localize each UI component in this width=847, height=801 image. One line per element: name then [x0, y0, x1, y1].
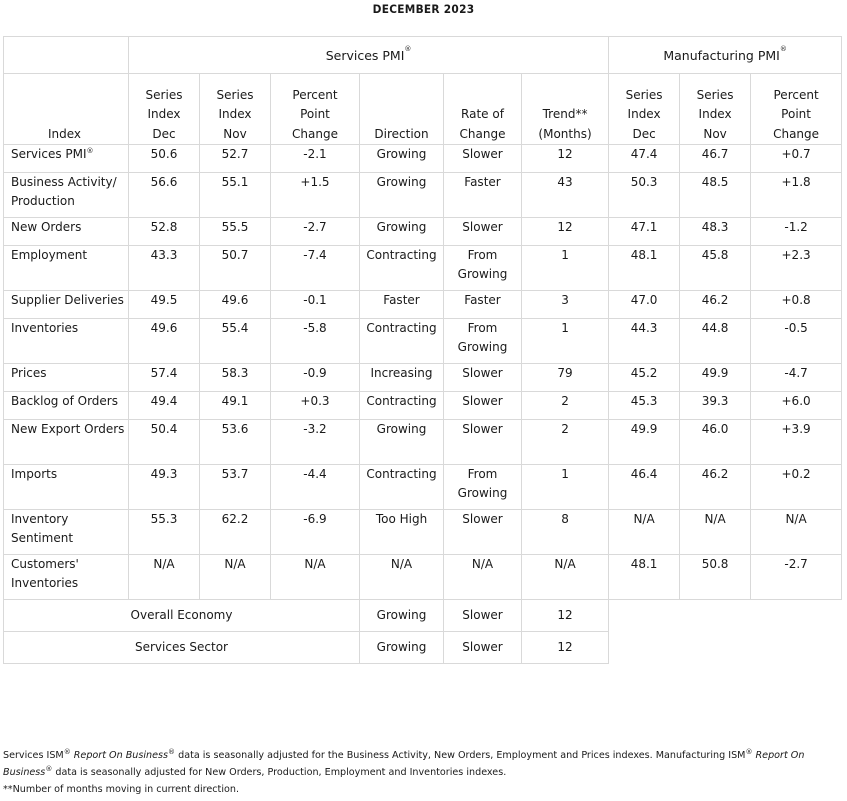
- table-row: [4, 173, 842, 218]
- cell-s-nov: 49.1: [200, 392, 271, 420]
- cell-s-change: -4.4: [271, 465, 360, 510]
- cell-rate: Slower: [444, 420, 522, 465]
- summary-blank: [609, 600, 842, 632]
- summary-direction: Growing: [360, 600, 444, 632]
- row-index-name: Imports: [4, 465, 129, 510]
- cell-direction: Contracting: [360, 246, 444, 291]
- cell-direction: Contracting: [360, 392, 444, 420]
- services-pmi-group-header: Services PMI®: [129, 37, 609, 74]
- cell-rate: Slower: [444, 364, 522, 392]
- cell-m-change: +0.7: [751, 145, 842, 173]
- cell-trend: 79: [522, 364, 609, 392]
- row-index-name: Prices: [4, 364, 129, 392]
- group-header-row: [4, 37, 842, 74]
- cell-m-nov: 45.8: [680, 246, 751, 291]
- table-row: [4, 218, 842, 246]
- cell-s-dec: 50.6: [129, 145, 200, 173]
- cell-m-dec: 47.4: [609, 145, 680, 173]
- cell-m-change: +0.8: [751, 291, 842, 319]
- cell-direction: Faster: [360, 291, 444, 319]
- cell-m-nov: 46.7: [680, 145, 751, 173]
- cell-rate: Slower: [444, 145, 522, 173]
- footnote-trend: **Number of months moving in current direction.: [3, 784, 239, 795]
- cell-s-nov: N/A: [200, 555, 271, 600]
- cell-s-dec: 57.4: [129, 364, 200, 392]
- summary-trend: 12: [522, 632, 609, 664]
- cell-m-change: +0.2: [751, 465, 842, 510]
- cell-rate: Faster: [444, 291, 522, 319]
- cell-s-nov: 49.6: [200, 291, 271, 319]
- col-header-manufacturing-nov: Series Index Nov: [680, 74, 751, 145]
- group-header-empty: [4, 37, 129, 74]
- cell-s-nov: 58.3: [200, 364, 271, 392]
- cell-m-nov: 39.3: [680, 392, 751, 420]
- table-row: [4, 510, 842, 555]
- summary-rate: Slower: [444, 600, 522, 632]
- cell-s-change: -3.2: [271, 420, 360, 465]
- cell-trend: 3: [522, 291, 609, 319]
- cell-m-change: N/A: [751, 510, 842, 555]
- cell-m-dec: 44.3: [609, 319, 680, 364]
- cell-m-dec: 49.9: [609, 420, 680, 465]
- table-row: [4, 319, 842, 364]
- row-index-name: New Export Orders: [4, 420, 129, 465]
- cell-m-dec: 48.1: [609, 246, 680, 291]
- cell-s-nov: 53.6: [200, 420, 271, 465]
- cell-m-nov: 49.9: [680, 364, 751, 392]
- row-index-name: Services PMI®: [4, 145, 129, 173]
- col-header-manufacturing-change: Percent Point Change: [751, 74, 842, 145]
- row-index-name: Supplier Deliveries: [4, 291, 129, 319]
- cell-direction: N/A: [360, 555, 444, 600]
- table-row: [4, 145, 842, 173]
- cell-rate: From Growing: [444, 319, 522, 364]
- cell-m-change: +2.3: [751, 246, 842, 291]
- cell-m-dec: 47.1: [609, 218, 680, 246]
- cell-direction: Too High: [360, 510, 444, 555]
- table-row: [4, 465, 842, 510]
- cell-s-change: -2.7: [271, 218, 360, 246]
- cell-m-nov: 46.2: [680, 291, 751, 319]
- summary-label: Overall Economy: [4, 600, 360, 632]
- cell-s-change: -6.9: [271, 510, 360, 555]
- cell-direction: Growing: [360, 145, 444, 173]
- cell-m-dec: 50.3: [609, 173, 680, 218]
- cell-trend: 1: [522, 465, 609, 510]
- cell-s-dec: N/A: [129, 555, 200, 600]
- cell-m-nov: 48.5: [680, 173, 751, 218]
- cell-m-change: -1.2: [751, 218, 842, 246]
- summary-row: [4, 632, 842, 664]
- cell-s-nov: 55.1: [200, 173, 271, 218]
- cell-s-change: -2.1: [271, 145, 360, 173]
- cell-s-nov: 55.4: [200, 319, 271, 364]
- cell-s-nov: 55.5: [200, 218, 271, 246]
- cell-s-dec: 56.6: [129, 173, 200, 218]
- col-header-services-nov: Series Index Nov: [200, 74, 271, 145]
- cell-m-nov: 50.8: [680, 555, 751, 600]
- manufacturing-pmi-group-header: Manufacturing PMI®: [609, 37, 842, 74]
- cell-m-nov: 46.2: [680, 465, 751, 510]
- cell-trend: 43: [522, 173, 609, 218]
- cell-s-dec: 49.4: [129, 392, 200, 420]
- cell-rate: Slower: [444, 218, 522, 246]
- row-index-name: New Orders: [4, 218, 129, 246]
- row-index-name: Employment: [4, 246, 129, 291]
- cell-s-dec: 50.4: [129, 420, 200, 465]
- cell-rate: From Growing: [444, 465, 522, 510]
- col-header-direction: Direction: [360, 74, 444, 145]
- cell-s-change: -0.1: [271, 291, 360, 319]
- report-title: DECEMBER 2023: [372, 2, 475, 16]
- cell-s-dec: 49.5: [129, 291, 200, 319]
- cell-m-dec: N/A: [609, 510, 680, 555]
- cell-direction: Contracting: [360, 465, 444, 510]
- cell-rate: From Growing: [444, 246, 522, 291]
- cell-s-dec: 55.3: [129, 510, 200, 555]
- cell-m-change: -4.7: [751, 364, 842, 392]
- cell-m-dec: 46.4: [609, 465, 680, 510]
- cell-s-dec: 43.3: [129, 246, 200, 291]
- cell-direction: Contracting: [360, 319, 444, 364]
- cell-s-dec: 49.6: [129, 319, 200, 364]
- cell-s-change: N/A: [271, 555, 360, 600]
- cell-m-change: -2.7: [751, 555, 842, 600]
- cell-s-change: +1.5: [271, 173, 360, 218]
- column-header-row: [4, 74, 842, 145]
- cell-trend: 2: [522, 392, 609, 420]
- row-index-name: Backlog of Orders: [4, 392, 129, 420]
- cell-rate: Slower: [444, 510, 522, 555]
- summary-row: [4, 600, 842, 632]
- cell-trend: 1: [522, 319, 609, 364]
- cell-m-nov: 44.8: [680, 319, 751, 364]
- pmi-comparison-table: [3, 36, 842, 664]
- cell-s-nov: 52.7: [200, 145, 271, 173]
- summary-blank: [609, 632, 842, 664]
- cell-trend: N/A: [522, 555, 609, 600]
- table-row: [4, 555, 842, 600]
- cell-m-change: +1.8: [751, 173, 842, 218]
- col-header-services-dec: Series Index Dec: [129, 74, 200, 145]
- cell-rate: N/A: [444, 555, 522, 600]
- summary-rate: Slower: [444, 632, 522, 664]
- cell-m-nov: 48.3: [680, 218, 751, 246]
- cell-direction: Increasing: [360, 364, 444, 392]
- cell-rate: Faster: [444, 173, 522, 218]
- table-row: [4, 291, 842, 319]
- col-header-rate: Rate of Change: [444, 74, 522, 145]
- cell-m-nov: 46.0: [680, 420, 751, 465]
- cell-m-change: +3.9: [751, 420, 842, 465]
- cell-s-dec: 52.8: [129, 218, 200, 246]
- summary-direction: Growing: [360, 632, 444, 664]
- cell-s-nov: 62.2: [200, 510, 271, 555]
- cell-trend: 2: [522, 420, 609, 465]
- cell-direction: Growing: [360, 173, 444, 218]
- footnotes: [3, 747, 838, 798]
- cell-rate: Slower: [444, 392, 522, 420]
- cell-m-dec: 48.1: [609, 555, 680, 600]
- cell-m-change: -0.5: [751, 319, 842, 364]
- cell-m-change: +6.0: [751, 392, 842, 420]
- cell-m-dec: 47.0: [609, 291, 680, 319]
- cell-m-nov: N/A: [680, 510, 751, 555]
- cell-m-dec: 45.3: [609, 392, 680, 420]
- cell-trend: 1: [522, 246, 609, 291]
- table-row: [4, 246, 842, 291]
- col-header-manufacturing-dec: Series Index Dec: [609, 74, 680, 145]
- summary-trend: 12: [522, 600, 609, 632]
- table-row: [4, 420, 842, 465]
- table-row: [4, 364, 842, 392]
- table-row: [4, 392, 842, 420]
- footnote-seasonal-adjustment: Services ISM® Report On Business® data is seasonally adjusted for the Business Activity, New Orders, Employment and Prices indexes. Manufacturing ISM® Report On Business® data is seasonally adjusted for New Orders, Production, Employment and Inventories indexes.: [3, 748, 805, 778]
- cell-trend: 12: [522, 218, 609, 246]
- row-index-name: Business Activity/ Production: [4, 173, 129, 218]
- cell-m-dec: 45.2: [609, 364, 680, 392]
- row-index-name: Inventory Sentiment: [4, 510, 129, 555]
- cell-s-change: -5.8: [271, 319, 360, 364]
- cell-s-change: -7.4: [271, 246, 360, 291]
- summary-label: Services Sector: [4, 632, 360, 664]
- table-body: [4, 145, 842, 664]
- row-index-name: Inventories: [4, 319, 129, 364]
- col-header-services-change: Percent Point Change: [271, 74, 360, 145]
- cell-s-change: +0.3: [271, 392, 360, 420]
- cell-trend: 12: [522, 145, 609, 173]
- cell-s-dec: 49.3: [129, 465, 200, 510]
- col-header-index: Index: [4, 74, 129, 145]
- row-index-name: Customers' Inventories: [4, 555, 129, 600]
- cell-s-change: -0.9: [271, 364, 360, 392]
- cell-s-nov: 53.7: [200, 465, 271, 510]
- cell-direction: Growing: [360, 218, 444, 246]
- col-header-trend: Trend** (Months): [522, 74, 609, 145]
- cell-direction: Growing: [360, 420, 444, 465]
- cell-trend: 8: [522, 510, 609, 555]
- cell-s-nov: 50.7: [200, 246, 271, 291]
